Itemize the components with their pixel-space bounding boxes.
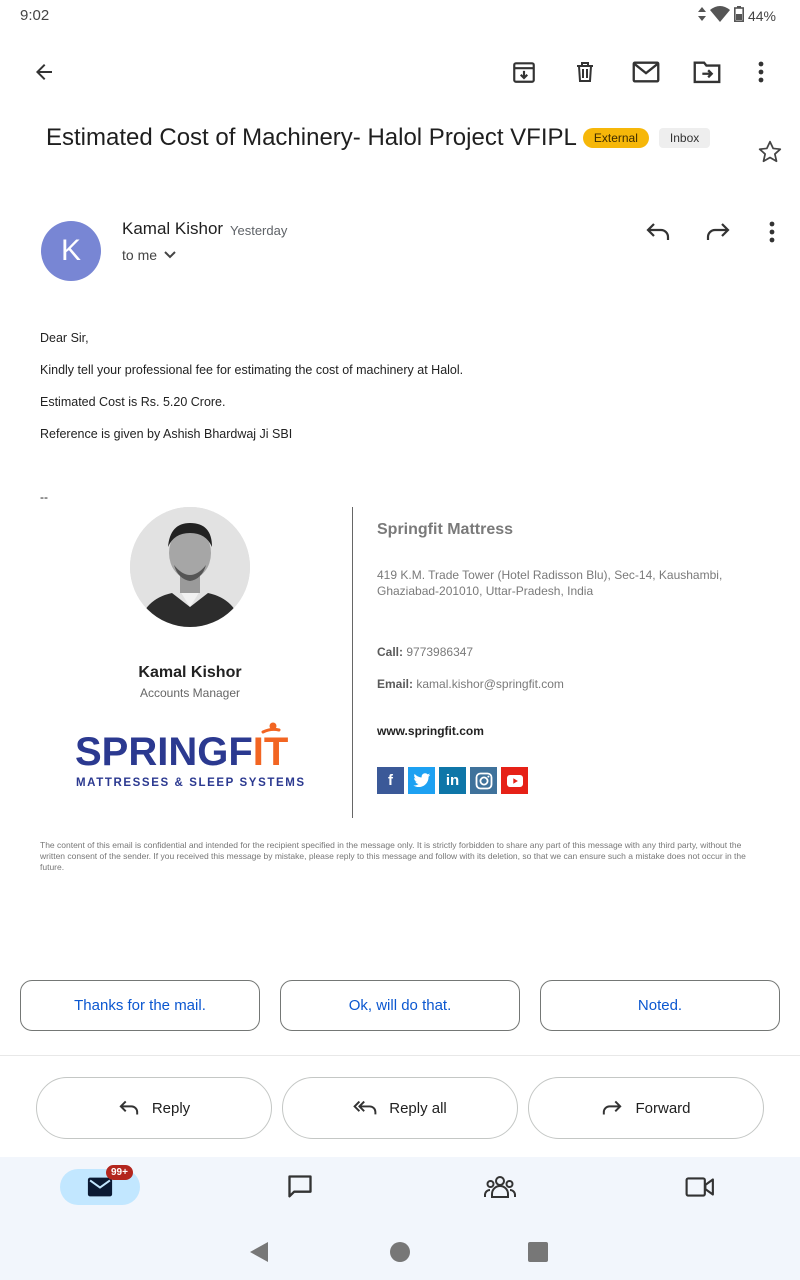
logo-word-springf: SPRINGF (75, 730, 253, 774)
video-camera-icon (685, 1176, 715, 1198)
unread-badge: 99+ (106, 1165, 133, 1180)
archive-icon (511, 59, 537, 85)
star-icon (757, 139, 783, 165)
facebook-link[interactable] (377, 767, 404, 794)
phone-label: Call: (377, 645, 404, 659)
people-icon (484, 1174, 516, 1200)
battery-icon (734, 6, 744, 25)
linkedin-icon: in (445, 772, 460, 789)
nav-meet[interactable] (660, 1169, 740, 1205)
email-address[interactable]: kamal.kishor@springfit.com (416, 677, 564, 691)
move-to-folder-icon (693, 60, 721, 84)
mail-icon (632, 60, 660, 84)
sender-avatar[interactable]: K (41, 221, 101, 281)
email-label: Email: (377, 677, 414, 691)
sender-photo (130, 507, 250, 627)
delete-button[interactable] (565, 52, 605, 92)
mark-unread-button[interactable] (626, 52, 666, 92)
divider (0, 1055, 800, 1056)
logo-word-it: IT (252, 730, 289, 774)
email-disclaimer: The content of this email is confidential and intended for the recipient specified in the message only. It is strictly forbidden to share any part of this message with any third party, without the written consent of the sender. If you received this message by mistake, please reply to this message and follow with its deletion, so that we can ensure such a mistake does not occur in the future. (40, 840, 746, 872)
system-home-button[interactable] (385, 1237, 415, 1267)
twitter-icon (413, 773, 431, 788)
email-line (377, 677, 564, 691)
chevron-down-icon (163, 250, 177, 260)
smart-reply-1[interactable]: Thanks for the mail. (20, 980, 260, 1031)
sender-name[interactable]: Kamal Kishor (122, 219, 224, 238)
subject-row (46, 124, 746, 152)
sent-time: Yesterday (230, 223, 288, 238)
signature-divider (352, 507, 353, 818)
header-forward-button[interactable] (698, 212, 738, 252)
website-link[interactable]: www.springfit.com (377, 724, 484, 738)
reply-icon (118, 1099, 140, 1117)
more-vert-icon (769, 220, 775, 244)
status-time: 9:02 (20, 7, 50, 24)
instagram-link[interactable] (470, 767, 497, 794)
company-name: Springfit Mattress (377, 521, 514, 538)
triangle-back-icon (248, 1240, 270, 1264)
smart-reply-3[interactable]: Noted. (540, 980, 780, 1031)
facebook-icon: f (388, 772, 393, 789)
signature-separator: -- (40, 490, 48, 504)
springfit-logo (75, 722, 310, 794)
forward-button[interactable] (528, 1077, 764, 1139)
forward-icon (601, 1099, 623, 1117)
nav-chat[interactable] (260, 1169, 340, 1205)
youtube-link[interactable] (501, 767, 528, 794)
battery-level: 44% (747, 7, 776, 24)
circle-home-icon (389, 1241, 411, 1263)
system-back-button[interactable] (244, 1237, 274, 1267)
email-subject: Estimated Cost of Machinery- Halol Project VFIPL (46, 124, 577, 151)
body-line-1: Kindly tell your professional fee for estimating the cost of machinery at Halol. (40, 363, 464, 377)
forward-label: Forward (635, 1099, 691, 1117)
logo-tagline: MATTRESSES & SLEEP SYSTEMS (76, 777, 306, 789)
reply-button[interactable] (36, 1077, 272, 1139)
status-bar (0, 0, 800, 32)
header-more-button[interactable] (752, 212, 792, 252)
body-line-2: Estimated Cost is Rs. 5.20 Crore. (40, 395, 226, 409)
body-greeting: Dear Sir, (40, 331, 89, 345)
youtube-icon (507, 775, 523, 787)
reply-icon (645, 221, 671, 243)
wifi-icon (710, 6, 730, 25)
square-recents-icon (528, 1242, 548, 1262)
trash-icon (573, 59, 597, 85)
back-button[interactable] (24, 52, 64, 92)
system-recents-button[interactable] (523, 1237, 553, 1267)
archive-button[interactable] (504, 52, 544, 92)
header-reply-button[interactable] (638, 212, 678, 252)
company-address: 419 K.M. Trade Tower (Hotel Radisson Blu), Sec-14, Kaushambi, Ghaziabad-201010, Uttar-Pradesh, India (377, 568, 723, 598)
forward-icon (705, 221, 731, 243)
arrow-back-icon (32, 60, 56, 84)
linkedin-link[interactable] (439, 767, 466, 794)
nav-spaces[interactable] (460, 1169, 540, 1205)
email-toolbar (0, 44, 800, 100)
reply-all-label: Reply all (389, 1099, 447, 1117)
smart-reply-2[interactable]: Ok, will do that. (280, 980, 520, 1031)
move-to-button[interactable] (687, 52, 727, 92)
phone-line (377, 645, 473, 659)
bottom-navigation (0, 1157, 800, 1280)
recipient-label: to me (122, 247, 158, 263)
signature-name: Kamal Kishor (138, 664, 242, 681)
status-icons (698, 6, 776, 25)
inbox-label[interactable]: Inbox (659, 128, 710, 148)
phone-number[interactable]: 9773986347 (406, 645, 474, 659)
person-photo-icon (130, 507, 250, 627)
chat-icon (286, 1173, 314, 1201)
jumping-figure-icon (259, 722, 281, 742)
data-arrows-icon (698, 7, 706, 24)
external-label: External (583, 128, 649, 148)
recipient-details-toggle[interactable] (122, 247, 177, 263)
instagram-icon (475, 772, 493, 790)
signature-role: Accounts Manager (139, 686, 241, 700)
nav-mail[interactable] (60, 1169, 140, 1205)
twitter-link[interactable] (408, 767, 435, 794)
reply-all-icon (353, 1099, 377, 1117)
more-vert-icon (758, 60, 764, 84)
reply-label: Reply (151, 1099, 191, 1117)
star-button[interactable] (752, 134, 788, 170)
more-options-button[interactable] (741, 52, 781, 92)
body-line-3: Reference is given by Ashish Bhardwaj Ji SBI (40, 427, 293, 441)
reply-all-button[interactable] (282, 1077, 518, 1139)
